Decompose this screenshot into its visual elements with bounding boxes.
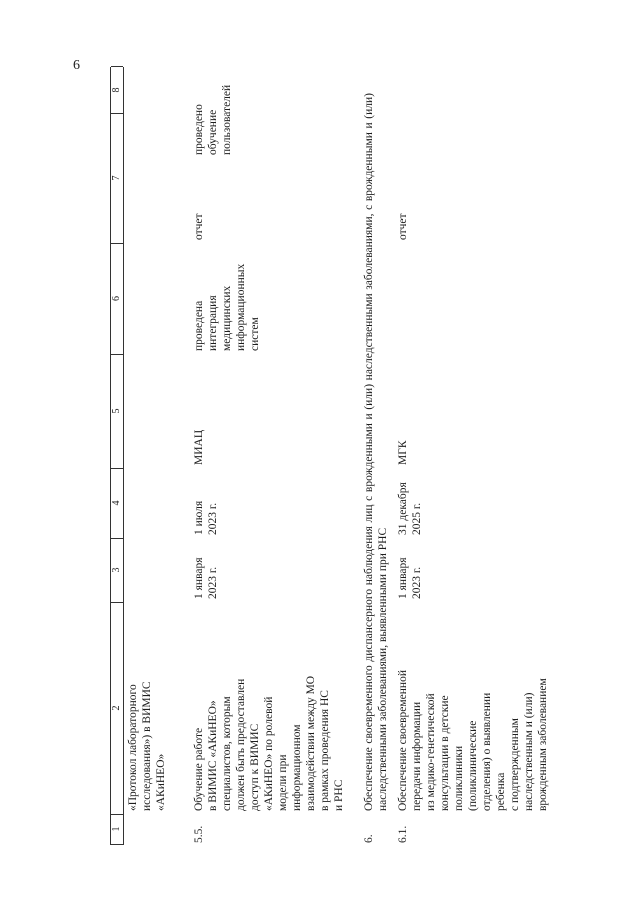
row-6-1-start-date: 1 января 2023 г.	[397, 557, 423, 599]
section-6-number: 6.	[363, 834, 375, 843]
header-col-1: 1	[111, 814, 123, 845]
row-5-5-responsible: МИАЦ	[193, 429, 205, 465]
row-5-5-start-date: 1 января 2023 г.	[193, 557, 219, 599]
row-6-1-number: 6.1.	[397, 825, 409, 843]
row-6-1-report: отчет	[397, 213, 409, 240]
row-5-5-outcome: проведено обучение пользователей	[193, 84, 233, 155]
header-col-2: 2	[111, 602, 123, 815]
row-6-1-responsible: МГК	[397, 440, 409, 465]
header-col-3: 3	[111, 538, 123, 603]
row-5-5-end-date: 1 июля 2023 г.	[193, 500, 219, 535]
header-col-8: 8	[111, 66, 123, 114]
page-number: 6	[73, 58, 80, 73]
row-5-5-report: отчет	[193, 213, 205, 240]
row-5-5-description: Обучение работе в ВИМИС «АКиНЕО» специалистов, которым должен быть предоставлен доступ к ВИМИС «АКиНЕО» по ролевой модели при информационном взаимодействии между МО в рамках проведения НС и РНС	[193, 675, 345, 811]
table-header-row	[110, 67, 124, 845]
row-5-5-number: 5.5.	[193, 825, 205, 843]
row-5-5-result: проведена интеграция медицинских информационных систем	[193, 263, 261, 351]
row-6-1-description: Обеспечение своевременной передачи информации из медико-генетической консультации в детские поликлиники (поликлинические отделения) о выявлении ребенка с подтвержденным наследственным и (или) врожденным заболеванием	[397, 670, 549, 811]
rotated-table	[110, 67, 610, 845]
header-col-5: 5	[111, 354, 123, 469]
row-6-1-end-date: 31 декабря 2025 г.	[397, 482, 423, 535]
header-col-7: 7	[111, 113, 123, 244]
section-6-title: Обеспечение своевременного диспансерного наблюдения лиц с врожденными и (или) наследственными заболеваниями, с врожденными и (или) наследственными заболеваниями, выявленными при РНС	[363, 93, 389, 811]
header-col-6: 6	[111, 243, 123, 355]
row-5-4-description-cont: «Протокол лабораторного исследования») в ВИМИС «АКиНЕО»	[127, 681, 167, 811]
header-col-4: 4	[111, 468, 123, 539]
